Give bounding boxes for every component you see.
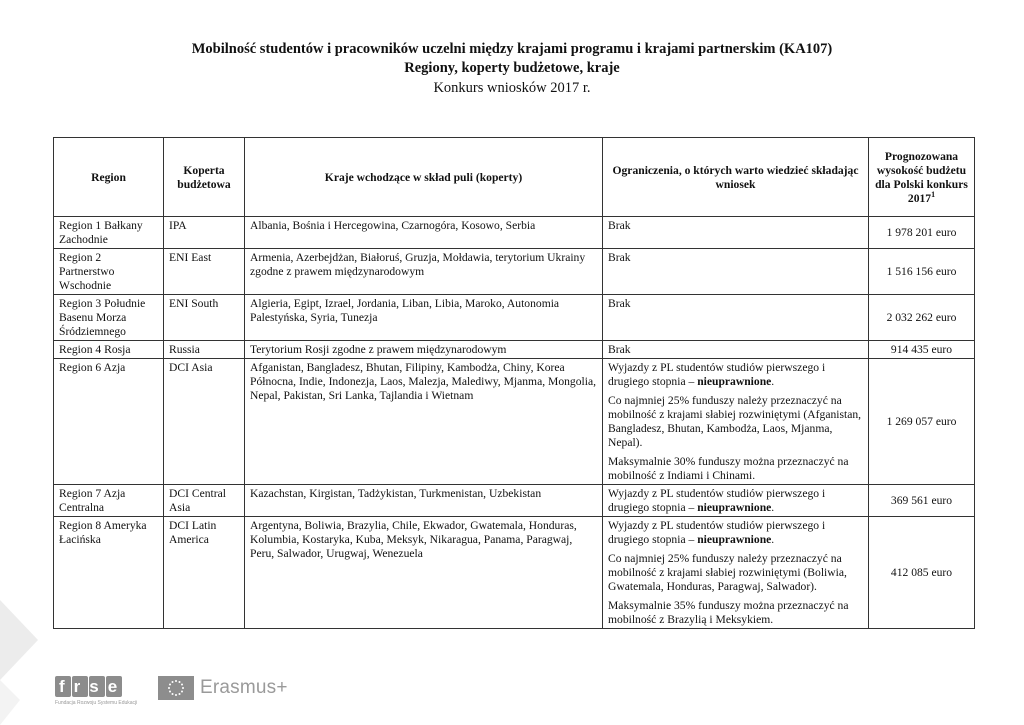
frse-logo [55,676,125,703]
constraint-emphasis: nieuprawnione [697,375,772,388]
column-header-envelope: Koperta budżetowa [164,138,245,217]
cell-envelope: ENI East [164,249,245,295]
frse-subtitle: Fundacja Rozwoju Systemu Edukacji [55,700,138,706]
constraint-text: Brak [608,343,631,356]
eu-flag-icon [158,676,194,700]
cell-constraints [603,341,869,359]
table-row [54,295,975,341]
constraint-paragraph [608,519,863,547]
cell-budget: 1 269 057 euro [869,359,975,485]
cell-region: Region 4 Rosja [54,341,164,359]
decorative-side-triangle [0,600,40,725]
table-body [54,217,975,629]
cell-region: Region 8 Ameryka Łacińska [54,517,164,629]
budget-footnote-mark: 1 [931,189,936,199]
table-row [54,217,975,249]
cell-budget: 369 561 euro [869,485,975,517]
constraint-text: Wyjazdy z PL studentów studiów pierwszego i drugiego stopnia – [608,519,826,546]
cell-region: Region 2 Partnerstwo Wschodnie [54,249,164,295]
constraint-text: Maksymalnie 35% funduszy można przeznaczyć na mobilność z Brazylią i Meksykiem. [608,599,849,626]
cell-countries: Algieria, Egipt, Izrael, Jordania, Liban, Libia, Maroko, Autonomia Palestyńska, Syria, Tunezja [245,295,603,341]
constraint-text-end: . [771,533,775,546]
constraint-text-end: . [771,375,775,388]
document-subtitle: Regiony, koperty budżetowe, kraje [404,60,620,76]
constraint-text: Brak [608,297,631,310]
cell-budget: 914 435 euro [869,341,975,359]
cell-budget: 412 085 euro [869,517,975,629]
cell-envelope: IPA [164,217,245,249]
cell-countries: Argentyna, Boliwia, Brazylia, Chile, Ekwador, Gwatemala, Honduras, Kolumbia, Kostaryka, Kuba, Meksyk, Nikaragua, Panama, Paragwaj, Peru, Salwador, Urugwaj, Wenezuela [245,517,603,629]
constraint-paragraph [608,361,863,389]
cell-countries: Albania, Bośnia i Hercegowina, Czarnogóra, Kosowo, Serbia [245,217,603,249]
cell-countries: Kazachstan, Kirgistan, Tadżykistan, Turkmenistan, Uzbekistan [245,485,603,517]
constraint-paragraph [608,599,863,627]
cell-constraints [603,517,869,629]
cell-envelope: DCI Asia [164,359,245,485]
cell-envelope: Russia [164,341,245,359]
constraint-text-end: . [771,501,775,514]
table-row [54,249,975,295]
cell-envelope: ENI South [164,295,245,341]
constraint-text: Wyjazdy z PL studentów studiów pierwszego i drugiego stopnia – [608,487,826,514]
column-header-region: Region [54,138,164,217]
table-row [54,359,975,485]
constraint-emphasis: nieuprawnione [697,533,772,546]
cell-budget: 1 516 156 euro [869,249,975,295]
cell-budget: 1 978 201 euro [869,217,975,249]
document-header [0,40,1024,98]
cell-countries: Armenia, Azerbejdżan, Białoruś, Gruzja, Mołdawia, terytorium Ukrainy zgodne z prawem międzynarodowym [245,249,603,295]
cell-envelope: DCI Central Asia [164,485,245,517]
constraint-paragraph [608,487,863,515]
constraint-text: Co najmniej 25% funduszy należy przeznaczyć na mobilność z krajami słabiej rozwiniętymi (Afganistan, Bangladesz, Bhutan, Kambodża, Laos, Mjanma, Nepal). [608,394,862,449]
cell-constraints [603,359,869,485]
constraint-text: Brak [608,219,631,232]
cell-envelope: DCI Latin America [164,517,245,629]
erasmus-logo-text: Erasmus+ [200,677,288,698]
cell-region: Region 1 Bałkany Zachodnie [54,217,164,249]
constraint-paragraph [608,394,863,450]
column-header-countries: Kraje wchodzące w skład puli (koperty) [245,138,603,217]
cell-region: Region 6 Azja [54,359,164,485]
constraint-paragraph [608,552,863,594]
cell-region: Region 3 Południe Basenu Morza Śródziemnego [54,295,164,341]
cell-countries: Afganistan, Bangladesz, Bhutan, Filipiny, Kambodża, Chiny, Korea Północna, Indie, Indonezja, Laos, Malezja, Malediwy, Mjanma, Mongolia, Nepal, Pakistan, Sri Lanka, Tajlandia i Wietnam [245,359,603,485]
constraint-text: Maksymalnie 30% funduszy można przeznaczyć na mobilność z Indiami i Chinami. [608,455,849,482]
table-row [54,341,975,359]
cell-countries: Terytorium Rosji zgodne z prawem międzynarodowym [245,341,603,359]
regions-table [53,137,975,629]
document-title: Mobilność studentów i pracowników uczelni między krajami programu i krajami partnerskim (KA107) [191,41,833,57]
frse-logo-text: frse [59,677,127,696]
table-row [54,485,975,517]
column-header-constraints: Ograniczenia, o których warto wiedzieć składając wniosek [603,138,869,217]
constraint-paragraph [608,455,863,483]
constraint-emphasis: nieuprawnione [697,501,772,514]
cell-region: Region 7 Azja Centralna [54,485,164,517]
table-header-row [54,138,975,217]
cell-constraints [603,485,869,517]
cell-budget: 2 032 262 euro [869,295,975,341]
table-row [54,517,975,629]
column-header-budget [869,138,975,217]
budget-header-text: Prognozowana wysokość budżetu dla Polski konkurs 2017 [875,149,968,205]
document-call-year: Konkurs wniosków 2017 r. [433,80,591,96]
constraint-text: Wyjazdy z PL studentów studiów pierwszego i drugiego stopnia – [608,361,826,388]
cell-constraints [603,295,869,341]
constraint-text: Brak [608,251,631,264]
erasmus-logo [158,676,288,700]
cell-constraints [603,249,869,295]
cell-constraints [603,217,869,249]
constraint-text: Co najmniej 25% funduszy należy przeznaczyć na mobilność z krajami słabiej rozwiniętymi (Boliwia, Gwatemala, Honduras, Paragwaj, Salwador). [608,552,847,593]
